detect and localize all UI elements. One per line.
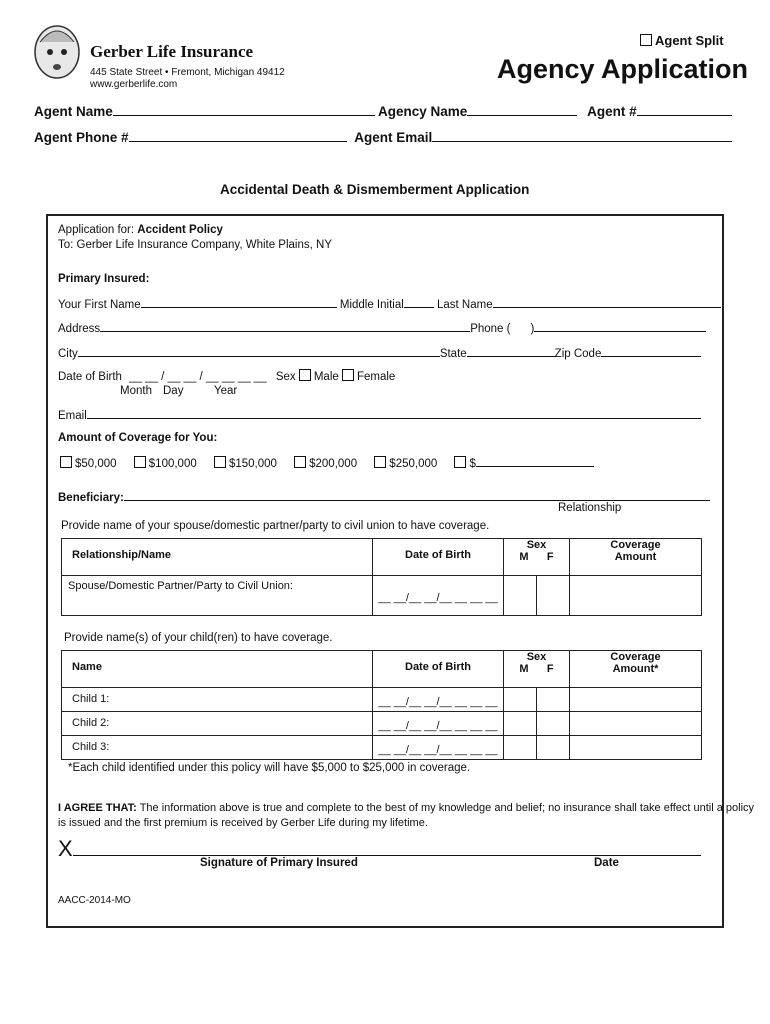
agreement-line-1 — [58, 802, 754, 814]
signature-label: Signature of Primary Insured — [200, 857, 358, 869]
baby-logo — [30, 20, 84, 80]
child-sex-m-cell[interactable] — [504, 712, 537, 736]
checkbox-icon — [134, 456, 146, 468]
dob-label: Date of Birth — [58, 371, 122, 383]
male-checkbox[interactable] — [299, 371, 339, 383]
child-dob-cell[interactable] — [373, 688, 504, 712]
signature-field[interactable] — [73, 837, 701, 856]
application-for — [58, 224, 223, 236]
dob-row — [58, 369, 395, 383]
spouse-col-name — [62, 539, 373, 576]
male-label: Male — [313, 371, 339, 383]
dob-day-label: Day — [163, 385, 184, 397]
email-field[interactable] — [87, 406, 701, 419]
coverage-option-label: $100,000 — [148, 458, 197, 470]
agent-split-checkbox[interactable] — [640, 33, 724, 48]
child-dob-pattern: __ __/__ __/__ __ __ __ — [378, 744, 498, 756]
female-label: Female — [356, 371, 396, 383]
application-for-label: Application for: — [58, 224, 135, 236]
coverage-option-150k[interactable] — [214, 458, 277, 470]
coverage-option-label: $200,000 — [309, 458, 358, 470]
child-col-sex-text: Sex — [526, 651, 547, 663]
agent-phone-label: Agent Phone # — [34, 130, 129, 145]
coverage-other-field[interactable] — [476, 454, 594, 467]
spouse-col-cov2: Amount — [614, 551, 657, 563]
checkbox-icon — [60, 456, 72, 468]
spouse-col-sex — [504, 539, 570, 576]
page-title: Agency Application — [497, 54, 749, 84]
coverage-option-200k[interactable] — [294, 458, 357, 470]
table-row — [62, 688, 702, 712]
application-to: To: Gerber Life Insurance Company, White Plains, NY — [58, 239, 332, 251]
child-col-f: F — [546, 663, 554, 675]
checkbox-icon — [342, 369, 354, 381]
dob-month-label: Month — [120, 385, 152, 397]
child-dob-pattern: __ __/__ __/__ __ __ __ — [378, 720, 498, 732]
beneficiary-field[interactable] — [124, 488, 710, 501]
spouse-name-cell[interactable] — [62, 576, 373, 616]
agent-name-field[interactable] — [113, 103, 375, 116]
female-checkbox[interactable] — [342, 371, 395, 383]
phone-label: Phone ( — [470, 323, 511, 335]
agreement-text-1: The information above is true and complete to the best of my knowledge and belief; no insurance shall take effect until a policy — [139, 802, 755, 814]
last-name-label: Last Name — [436, 299, 493, 311]
sex-label: Sex — [275, 371, 296, 383]
child-sex-f-cell[interactable] — [537, 712, 570, 736]
checkbox-icon — [294, 456, 306, 468]
agent-number-field[interactable] — [637, 103, 732, 116]
child-row-label: Child 2: — [72, 717, 110, 729]
child-sex-f-cell[interactable] — [537, 688, 570, 712]
checkbox-icon — [374, 456, 386, 468]
spouse-col-dob-text: Date of Birth — [405, 549, 471, 561]
spouse-row-label: Spouse/Domestic Partner/Party to Civil Union: — [68, 580, 293, 592]
child-intro: Provide name(s) of your child(ren) to have coverage. — [64, 632, 333, 644]
city-field[interactable] — [78, 344, 440, 357]
city-label: City — [58, 348, 78, 360]
spouse-col-f: F — [546, 551, 554, 563]
child-col-cov1: Coverage — [610, 651, 661, 663]
child-row-label: Child 1: — [72, 693, 110, 705]
relationship-label: Relationship — [558, 502, 622, 514]
child-sex-f-cell[interactable] — [537, 736, 570, 760]
spouse-dob-pattern: __ __/__ __/__ __ __ __ — [378, 592, 498, 604]
child-col-coverage — [570, 651, 702, 688]
coverage-option-label: $250,000 — [389, 458, 438, 470]
agent-phone-field[interactable] — [129, 129, 347, 142]
date-label: Date — [594, 857, 619, 869]
middle-initial-label: Middle Initial — [339, 299, 404, 311]
zip-field[interactable] — [601, 344, 701, 357]
name-row — [58, 295, 721, 311]
signature-x: X — [58, 836, 73, 861]
spouse-dob-cell[interactable] — [373, 576, 504, 616]
last-name-field[interactable] — [493, 295, 721, 308]
zip-label: Zip Code — [554, 348, 602, 360]
coverage-option-label: $ — [469, 458, 476, 470]
table-row — [62, 712, 702, 736]
agent-name-label: Agent Name — [34, 104, 113, 119]
application-for-value: Accident Policy — [137, 224, 223, 236]
company-name: Gerber Life Insurance — [90, 42, 254, 61]
phone-area-field[interactable] — [510, 320, 530, 332]
spouse-intro: Provide name of your spouse/domestic partner/party to civil union to have coverage. — [61, 520, 490, 532]
spouse-table — [61, 538, 702, 616]
child-sex-m-cell[interactable] — [504, 688, 537, 712]
beneficiary-label: Beneficiary: — [58, 492, 124, 504]
coverage-option-label: $50,000 — [75, 458, 117, 470]
table-row — [62, 736, 702, 760]
spouse-col-dob — [373, 539, 504, 576]
spouse-col-cov1: Coverage — [610, 539, 661, 551]
agency-name-label: Agency Name — [378, 104, 468, 119]
agreement-text-2: is issued and the first premium is received by Gerber Life during my lifetime. — [58, 817, 428, 829]
coverage-option-other[interactable] — [454, 458, 593, 470]
child-dob-cell[interactable] — [373, 712, 504, 736]
child-col-name — [62, 651, 373, 688]
spouse-col-coverage — [570, 539, 702, 576]
primary-insured-heading: Primary Insured: — [58, 273, 150, 285]
email-label: Email — [58, 410, 87, 422]
child-name-cell[interactable] — [62, 688, 373, 712]
state-label: State — [439, 348, 467, 360]
dob-year-label: Year — [214, 385, 238, 397]
child-col-name-text: Name — [72, 661, 102, 673]
agent-row-1 — [34, 103, 732, 119]
spouse-sex-f-cell[interactable] — [537, 576, 570, 616]
spouse-coverage-cell[interactable] — [570, 576, 702, 616]
child-col-m: M — [519, 663, 529, 675]
address-field[interactable] — [100, 319, 470, 332]
agent-split-label: Agent Split — [655, 33, 724, 48]
state-field[interactable] — [467, 344, 555, 357]
phone-field[interactable] — [534, 319, 706, 332]
child-row-label: Child 3: — [72, 741, 110, 753]
agency-name-field[interactable] — [467, 103, 577, 116]
middle-initial-field[interactable] — [404, 295, 434, 308]
spouse-col-sex-text: Sex — [526, 539, 547, 551]
checkbox-icon — [214, 456, 226, 468]
coverage-option-50k[interactable] — [60, 458, 117, 470]
checkbox-icon — [640, 34, 652, 46]
spouse-sex-m-cell[interactable] — [504, 576, 537, 616]
coverage-heading: Amount of Coverage for You: — [58, 432, 218, 444]
child-col-cov2: Amount* — [612, 663, 659, 675]
coverage-option-250k[interactable] — [374, 458, 437, 470]
child-footnote: *Each child identified under this policy will have $5,000 to $25,000 in coverage. — [68, 762, 471, 774]
child-name-cell[interactable] — [62, 712, 373, 736]
child-coverage-cell[interactable] — [570, 736, 702, 760]
checkbox-icon — [299, 369, 311, 381]
child-coverage-cell[interactable] — [570, 712, 702, 736]
phone-close: ) — [530, 323, 535, 335]
company-website: www.gerberlife.com — [90, 79, 178, 90]
spouse-col-name-text: Relationship/Name — [72, 549, 172, 561]
form-code: AACC-2014-MO — [58, 895, 131, 906]
child-dob-pattern: __ __/__ __/__ __ __ __ — [378, 696, 498, 708]
child-coverage-cell[interactable] — [570, 688, 702, 712]
child-col-sex — [504, 651, 570, 688]
child-col-dob-text: Date of Birth — [405, 661, 471, 673]
agreement-lead: I AGREE THAT: — [58, 802, 137, 814]
child-sex-m-cell[interactable] — [504, 736, 537, 760]
agent-row-2 — [34, 129, 732, 145]
address-label: Address — [58, 323, 101, 335]
form-title: Accidental Death & Dismemberment Application — [220, 182, 530, 197]
agent-email-field[interactable] — [432, 129, 732, 142]
email-row — [58, 406, 701, 422]
checkbox-icon — [454, 456, 466, 468]
coverage-options — [60, 454, 594, 470]
child-dob-cell[interactable] — [373, 736, 504, 760]
coverage-option-100k[interactable] — [134, 458, 197, 470]
city-row — [58, 344, 701, 360]
child-col-dob — [373, 651, 504, 688]
company-address: 445 State Street • Fremont, Michigan 49412 — [90, 67, 285, 78]
spouse-col-m: M — [519, 551, 529, 563]
dob-field[interactable]: __ __ / __ __ / __ __ __ __ — [129, 371, 267, 383]
agent-email-label: Agent Email — [354, 130, 433, 145]
child-name-cell[interactable] — [62, 736, 373, 760]
child-table — [61, 650, 702, 760]
coverage-option-label: $150,000 — [228, 458, 277, 470]
first-name-field[interactable] — [141, 295, 337, 308]
agent-number-label: Agent # — [587, 104, 637, 119]
first-name-label: Your First Name — [58, 299, 141, 311]
address-row — [58, 319, 706, 335]
